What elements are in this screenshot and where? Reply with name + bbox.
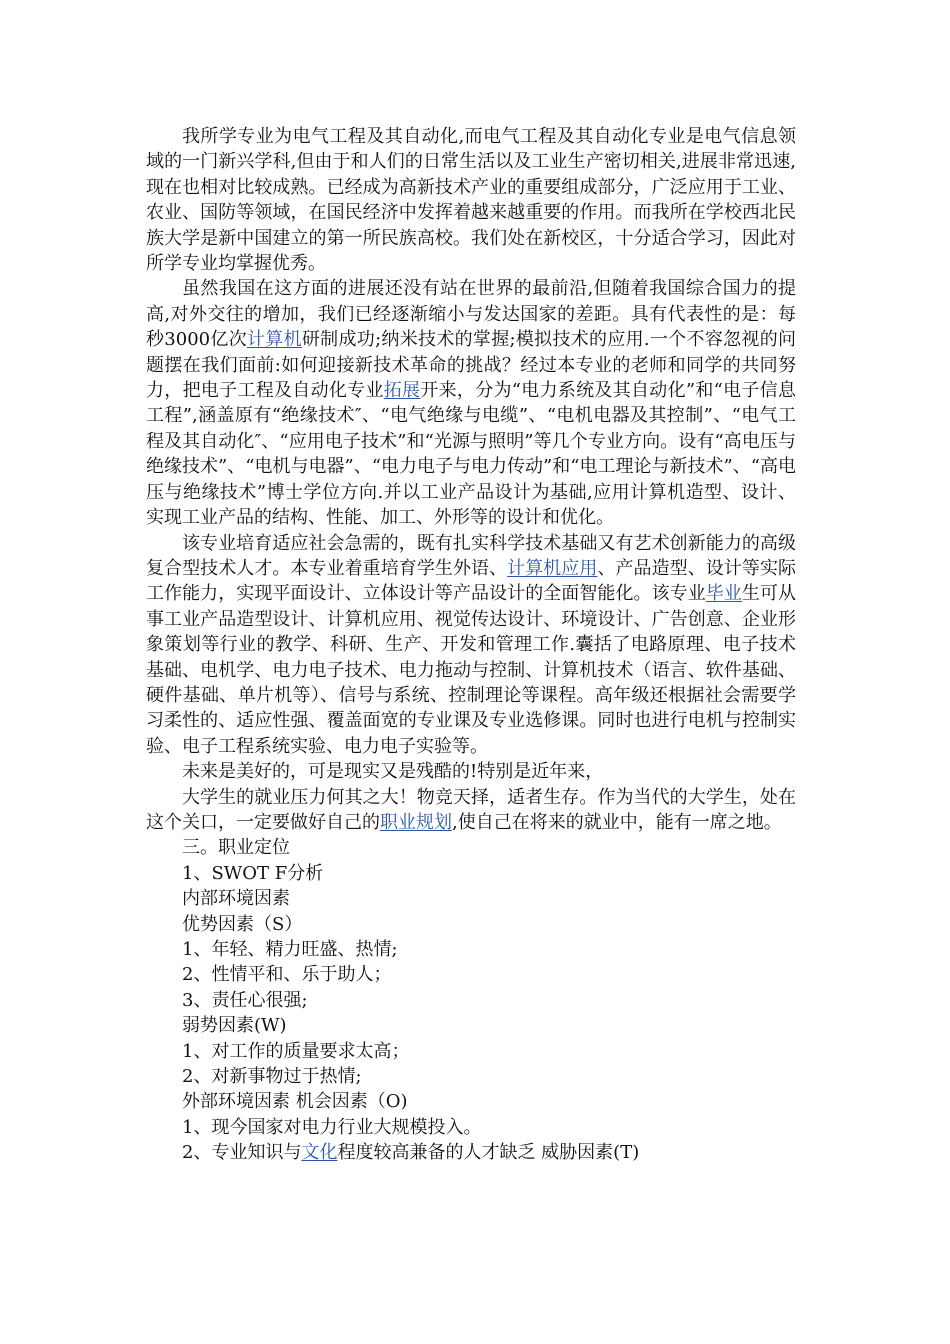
paragraph-text: 该专业培育适应社会急需的，既有扎实科学技术基础又有艺术创新能力的高级复合型技术人才。本专业着重培育学生外语、 <box>146 532 796 579</box>
paragraph-development <box>146 276 796 530</box>
label-external-opportunities: 外部环境因素 机会因素（O) <box>182 1091 408 1113</box>
list-item: 2、性情平和、乐于助人； <box>182 964 392 986</box>
subheading-swot: 1、SWOT F分析 <box>182 862 324 884</box>
paragraph-training <box>146 531 796 760</box>
list-item: 1、现今国家对电力行业大规模投入。 <box>182 1116 482 1138</box>
paragraph-text: ,使自己在将来的就业中，能有一席之地。 <box>452 811 782 833</box>
list-item: 2、对新事物过于热情; <box>182 1066 362 1088</box>
label-weaknesses: 弱势因素(W) <box>182 1015 287 1037</box>
link-computer[interactable]: 计算机 <box>247 329 302 351</box>
list-item: 1、年轻、精力旺盛、热情; <box>182 939 398 960</box>
link-expand[interactable]: 拓展 <box>383 380 421 402</box>
list-item: 1、对工作的质量要求太高； <box>182 1040 410 1062</box>
paragraph-employment <box>146 785 796 836</box>
label-strengths: 优势因素（S） <box>182 913 303 935</box>
link-graduation[interactable]: 毕业 <box>705 583 742 605</box>
document-body <box>146 124 796 1166</box>
paragraph-text: 虽然我国在这方面的进展还没有站在世界的最前沿,但随着我国综合国力的提高,对外交往的增加，我们已经逐渐缩小与发达国家的差距。具有代表性的是：每秒3000亿次 <box>146 278 796 351</box>
paragraph-major-intro <box>146 124 796 276</box>
paragraph-text: 开来，分为“电力系统及其自动化”和“电子信息工程”,涵盖原有“绝缘技术″、“电气绝缘与电缆”、“电机电器及其控制”、“电气工程及其自动化″、“应用电子技术”和“光源与照明”等几个专业方向。设有“高电压与绝缘技术”、“电机与电器”、“电力电子与电力传动”和“电工理论与新技术”、“高电压与绝缘技术”博士学位方向.并以工业产品设计为基础,应用计算机造型、设计、实现工业产品的结构、性能、加工、外形等的设计和优化。 <box>146 380 797 529</box>
paragraph-text: 未来是美好的，可是现实又是残酷的!特别是近年来， <box>182 761 604 783</box>
link-computer-application[interactable]: 计算机应用 <box>507 557 598 579</box>
list-item <box>146 1140 796 1165</box>
list-item-text: 程度较高兼备的人才缺乏 威胁因素(T) <box>337 1142 640 1164</box>
paragraph-text: 生可从事工业产品造型设计、计算机应用、视觉传达设计、环境设计、广告创意、企业形象策划等行业的教学、科研、生产、开发和管理工作.囊括了电路原理、电子技术基础、电机学、电力电子技术、电力拖动与控制、计算机技术（语言、软件基础、硬件基础、单片机等）、信号与系统、控制理论等课程。高年级还根据社会需要学习柔性的、适应性强、覆盖面宽的专业课及专业选修课。同时也进行电机与控制实验、电子工程系统实验、电力电子实验等。 <box>146 583 797 757</box>
label-internal-factors: 内部环境因素 <box>182 888 290 910</box>
paragraph-text: 、产品造型、设计等实际工作能力，实现平面设计、立体设计等产品设计的全面智能化。该专业 <box>146 557 797 605</box>
paragraph-text: 研制成功;纳米技术的掌握;模拟技术的应用.一个不容忽视的问题摆在我们面前:如何迎接新技术革命的挑战？经过本专业的老师和同学的共同努力，把电子工程及自动化专业 <box>146 329 797 402</box>
list-item: 3、责任心很强; <box>182 989 308 1011</box>
link-culture[interactable]: 文化 <box>301 1142 338 1164</box>
paragraph-text: 大学生的就业压力何其之大！物竞天择，适者生存。作为当代的大学生，处在这个关口，一定要做好自己的 <box>146 786 796 833</box>
link-career-planning[interactable]: 职业规划 <box>380 811 452 833</box>
paragraph-future <box>146 759 796 784</box>
section-heading-career-positioning: 三。职业定位 <box>182 837 290 859</box>
paragraph-text: 我所学专业为电气工程及其自动化,而电气工程及其自动化专业是电气信息领域的一门新兴学科,但由于和人们的日常生活以及工业生产密切相关,进展非常迅速,现在也相对比较成熟。已经成为高新技术产业的重要组成部分，广泛应用于工业、农业、国防等领域，在国民经济中发挥着越来越重要的作用。而我所在学校西北民族大学是新中国建立的第一所民族高校。我们处在新校区，十分适合学习，因此对所学专业均掌握优秀。 <box>146 126 796 275</box>
list-item-text: 2、专业知识与 <box>182 1142 302 1164</box>
